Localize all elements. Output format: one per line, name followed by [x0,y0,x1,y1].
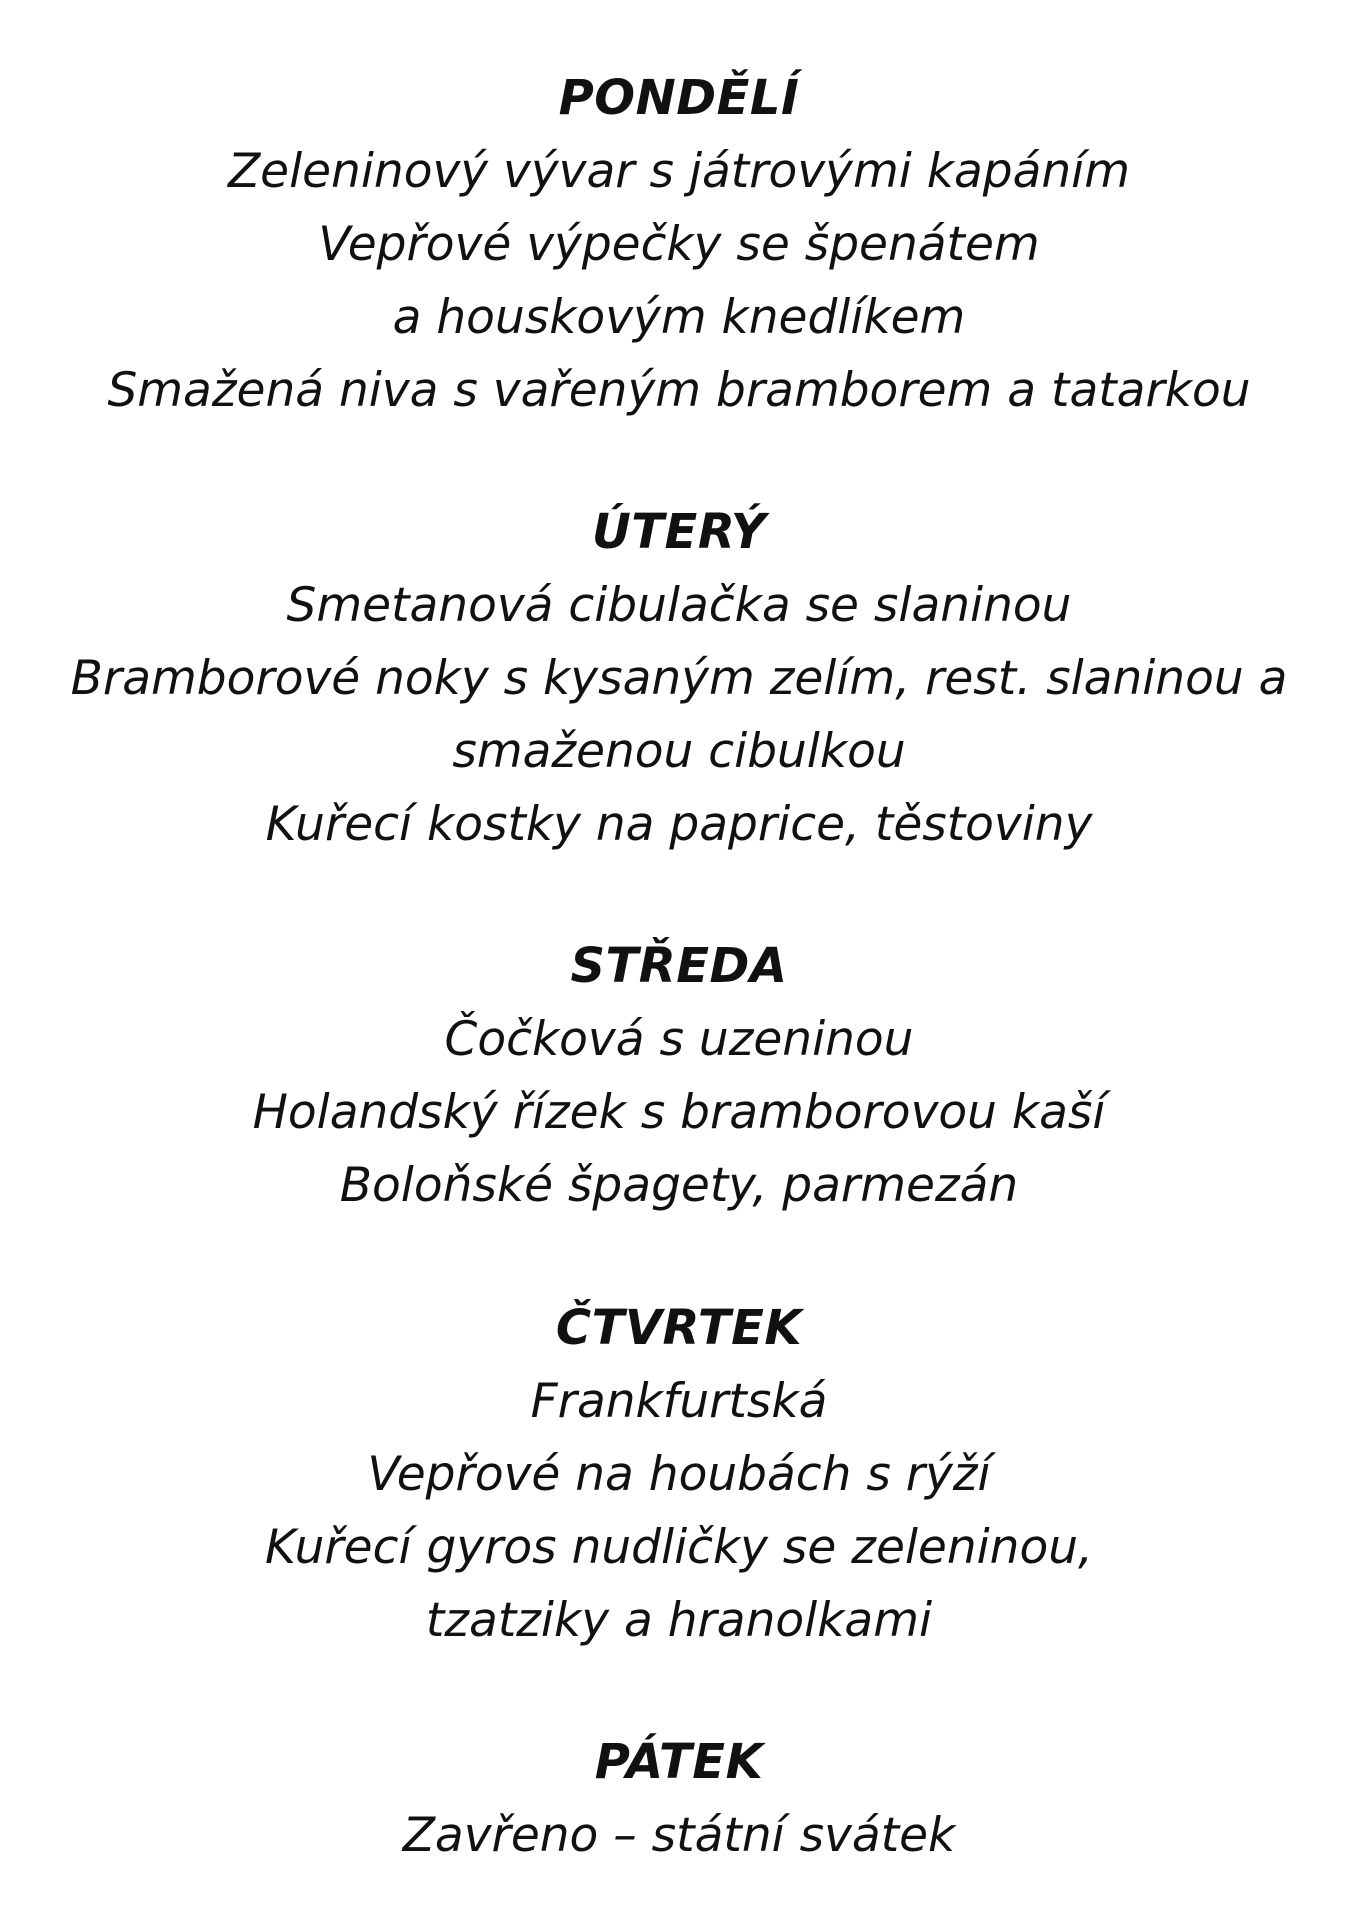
dish-item: smaženou cibulkou [452,724,906,779]
day-friday [0,1726,1358,1872]
dish-item: Bramborové noky s kysaným zelím, rest. slaninou a [70,651,1288,706]
day-title: PONDĚLÍ [558,70,800,126]
dish-item: Čočková s uzeninou [444,1012,914,1067]
dish-item: Zeleninový vývar s játrovými kapáním [227,144,1131,199]
dish-item: Vepřové výpečky se špenátem [318,217,1040,272]
day-monday [0,62,1358,427]
dish-item: Kuřecí gyros nudličky se zeleninou, [265,1520,1093,1575]
day-title: ČTVRTEK [555,1300,803,1356]
dish-item: Boloňské špagety, parmezán [339,1158,1019,1213]
dish-item: a houskovým knedlíkem [392,290,966,345]
day-tuesday [0,496,1358,861]
day-title: PÁTEK [594,1734,764,1790]
dish-item: tzatziky a hranolkami [425,1593,933,1648]
dish-item: Kuřecí kostky na paprice, těstoviny [265,797,1093,852]
day-thursday [0,1292,1358,1657]
dish-item: Frankfurtská [530,1374,828,1429]
day-title: STŘEDA [570,938,788,994]
dish-item: Zavřeno – státní svátek [402,1808,956,1863]
dish-item: Smetanová cibulačka se slaninou [286,578,1072,633]
dish-item: Holandský řízek s bramborovou kaší [252,1085,1106,1140]
day-wednesday [0,930,1358,1222]
dish-item: Smažená niva s vařeným bramborem a tatarkou [107,363,1251,418]
dish-item: Vepřové na houbách s rýží [367,1447,991,1502]
day-title: ÚTERÝ [591,504,767,560]
